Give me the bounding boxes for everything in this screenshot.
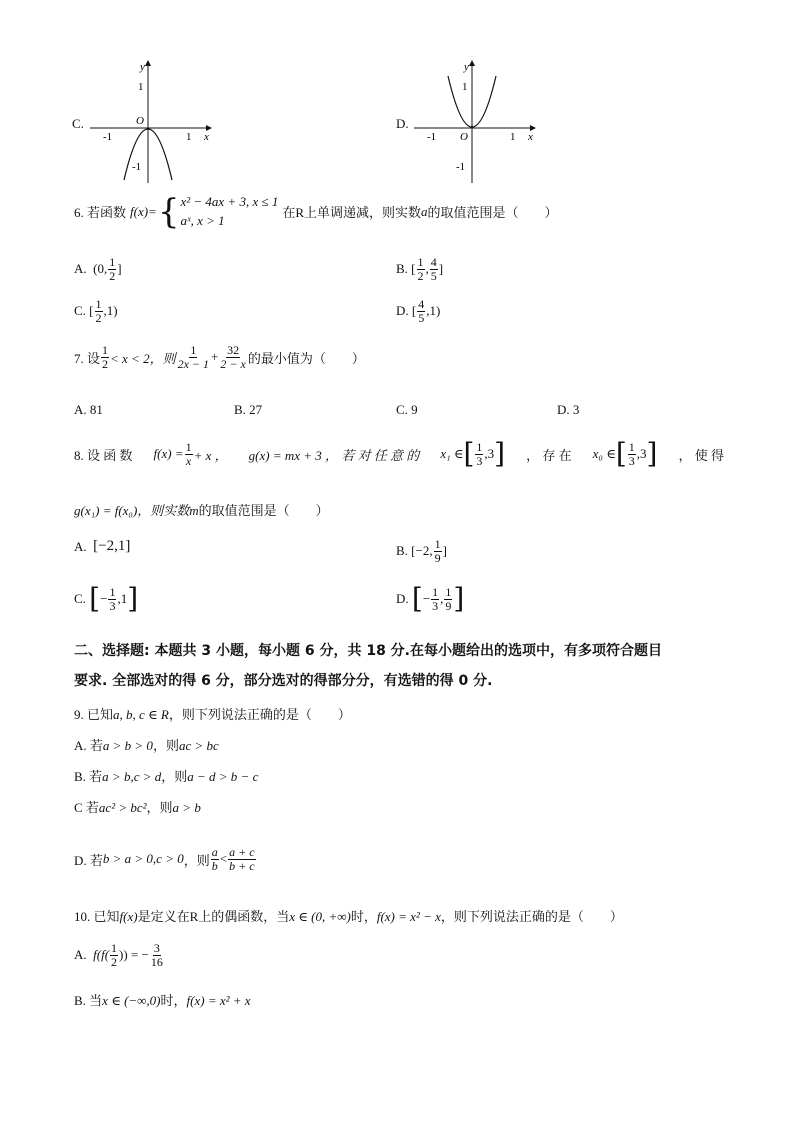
q6-case-2: aˣ, x > 1: [180, 212, 225, 228]
q10-option-b[interactable]: B. 当x ∈ (−∞,0)时，f(x) = x² + x: [74, 993, 251, 1008]
q6-option-d[interactable]: D. [ $\frac{4}{5}$ ,1): [396, 297, 441, 325]
q6-brace: {: [157, 191, 180, 232]
question-7-stem: 7. 设 $\frac{1}{2}$ < x < 2，则 $\frac{1}{2x - 1}$ + $\frac{32}{2 - x}$ 的最小值为（ ）: [74, 343, 365, 371]
q9-option-b[interactable]: B. 若a > b,c > d，则a − d > b − c: [74, 769, 259, 784]
question-8-stem: 8. 设 函 数 f(x) = $\frac{1}{x}$ + x ， g(x) = mx + 3 ， 若 对 任 意 的 x₁ ∈ [ $\frac{1}{3}$ ,3 ] ， 存 在 x₀ ∈ [ $\frac{1}{3}$ ,3 ] ， 使 得: [74, 437, 724, 470]
q10-option-a[interactable]: A. f(f( $\frac{1}{2}$ )) = − $\frac{3}{16}$: [74, 941, 163, 969]
section-2-heading-line-1: 二、选择题: 本题共 3 小题，每小题 6 分，共 18 分.在每小题给出的选项中，有多项符合题目: [74, 643, 662, 659]
q6-tail-b: 的取值范围是（ ）: [427, 205, 558, 221]
q6-function-name: f(x)=: [130, 203, 157, 219]
question-10-stem: 10. 已知f(x)是定义在R上的偶函数，当x ∈ (0, +∞)时，f(x) = x² − x，则下列说法正确的是（ ）: [74, 909, 623, 924]
q8-option-c[interactable]: C. [ − $\frac{1}{3}$ ,1 ]: [74, 582, 139, 615]
q8-option-a[interactable]: A. [−2,1]: [74, 538, 131, 554]
question-9-stem: 9. 已知a, b, c ∈ R，则下列说法正确的是（ ）: [74, 707, 351, 722]
q6-option-b[interactable]: B. [ $\frac{1}{2}$ , $\frac{4}{5}$ ]: [396, 255, 444, 283]
graph-c-y-arrow: [145, 60, 151, 66]
q6-var: a: [421, 203, 428, 219]
q6-number: 6. 若函数: [74, 205, 127, 221]
graph-d-xtick-pos: 1: [510, 131, 516, 143]
graph-d-y-label: y: [464, 61, 469, 73]
graph-d-x-label: x: [528, 131, 533, 143]
graph-c-ytick-pos: 1: [138, 81, 144, 93]
section-2-heading-line-2: 要求. 全部选对的得 6 分，部分选对的得部分分，有选错的得 0 分.: [74, 673, 493, 689]
graph-c-origin: O: [136, 115, 144, 127]
question-6-stem: [74, 193, 558, 231]
option-d-label: D.: [396, 116, 409, 131]
q7-option-d[interactable]: D. 3: [557, 402, 580, 417]
q6-tail-a: 在R上单调递减，则实数: [282, 205, 422, 221]
graph-d-origin: O: [460, 131, 468, 143]
q6-option-c[interactable]: C. [ $\frac{1}{2}$ ,1): [74, 297, 118, 325]
graph-d-y-arrow: [469, 60, 475, 66]
graph-c-xtick-neg: -1: [103, 131, 113, 143]
graph-c: [88, 58, 228, 188]
graph-c-xtick-pos: 1: [186, 131, 192, 143]
q8-option-b[interactable]: B. [−2, $\frac{1}{9}$ ]: [396, 537, 447, 565]
q6-cases: [180, 193, 278, 231]
graph-d: [412, 58, 552, 188]
q9-option-c[interactable]: C 若ac² > bc²，则a > b: [74, 800, 201, 815]
q7-option-b[interactable]: B. 27: [234, 402, 263, 417]
option-c-label: C.: [72, 116, 84, 131]
graph-d-ytick-neg: -1: [456, 161, 466, 173]
graph-c-x-label: x: [204, 131, 209, 143]
q9-option-d[interactable]: D. 若 b > a > 0,c > 0 ，则 $\frac{a}{b}$ < $\frac{a + c}{b + c}$: [74, 845, 255, 873]
q6-case-1: x² − 4ax + 3, x ≤ 1: [180, 194, 279, 209]
q9-option-a[interactable]: A. 若a > b > 0，则ac > bc: [74, 738, 219, 753]
graph-c-ytick-neg: -1: [132, 161, 142, 173]
q8-option-d[interactable]: D. [ − $\frac{1}{3}$ , $\frac{1}{9}$ ]: [396, 582, 465, 615]
q8-line-2: g(x₁) = f(x₀)，则实数m的取值范围是（ ）: [74, 503, 329, 518]
q7-option-a[interactable]: A. 81: [74, 402, 103, 417]
q6-option-a[interactable]: A. (0, $\frac{1}{2}$ ]: [74, 255, 122, 283]
graph-d-ytick-pos: 1: [462, 81, 468, 93]
q7-option-c[interactable]: C. 9: [396, 402, 418, 417]
graph-c-y-label: y: [140, 61, 145, 73]
graph-d-xtick-neg: -1: [427, 131, 437, 143]
